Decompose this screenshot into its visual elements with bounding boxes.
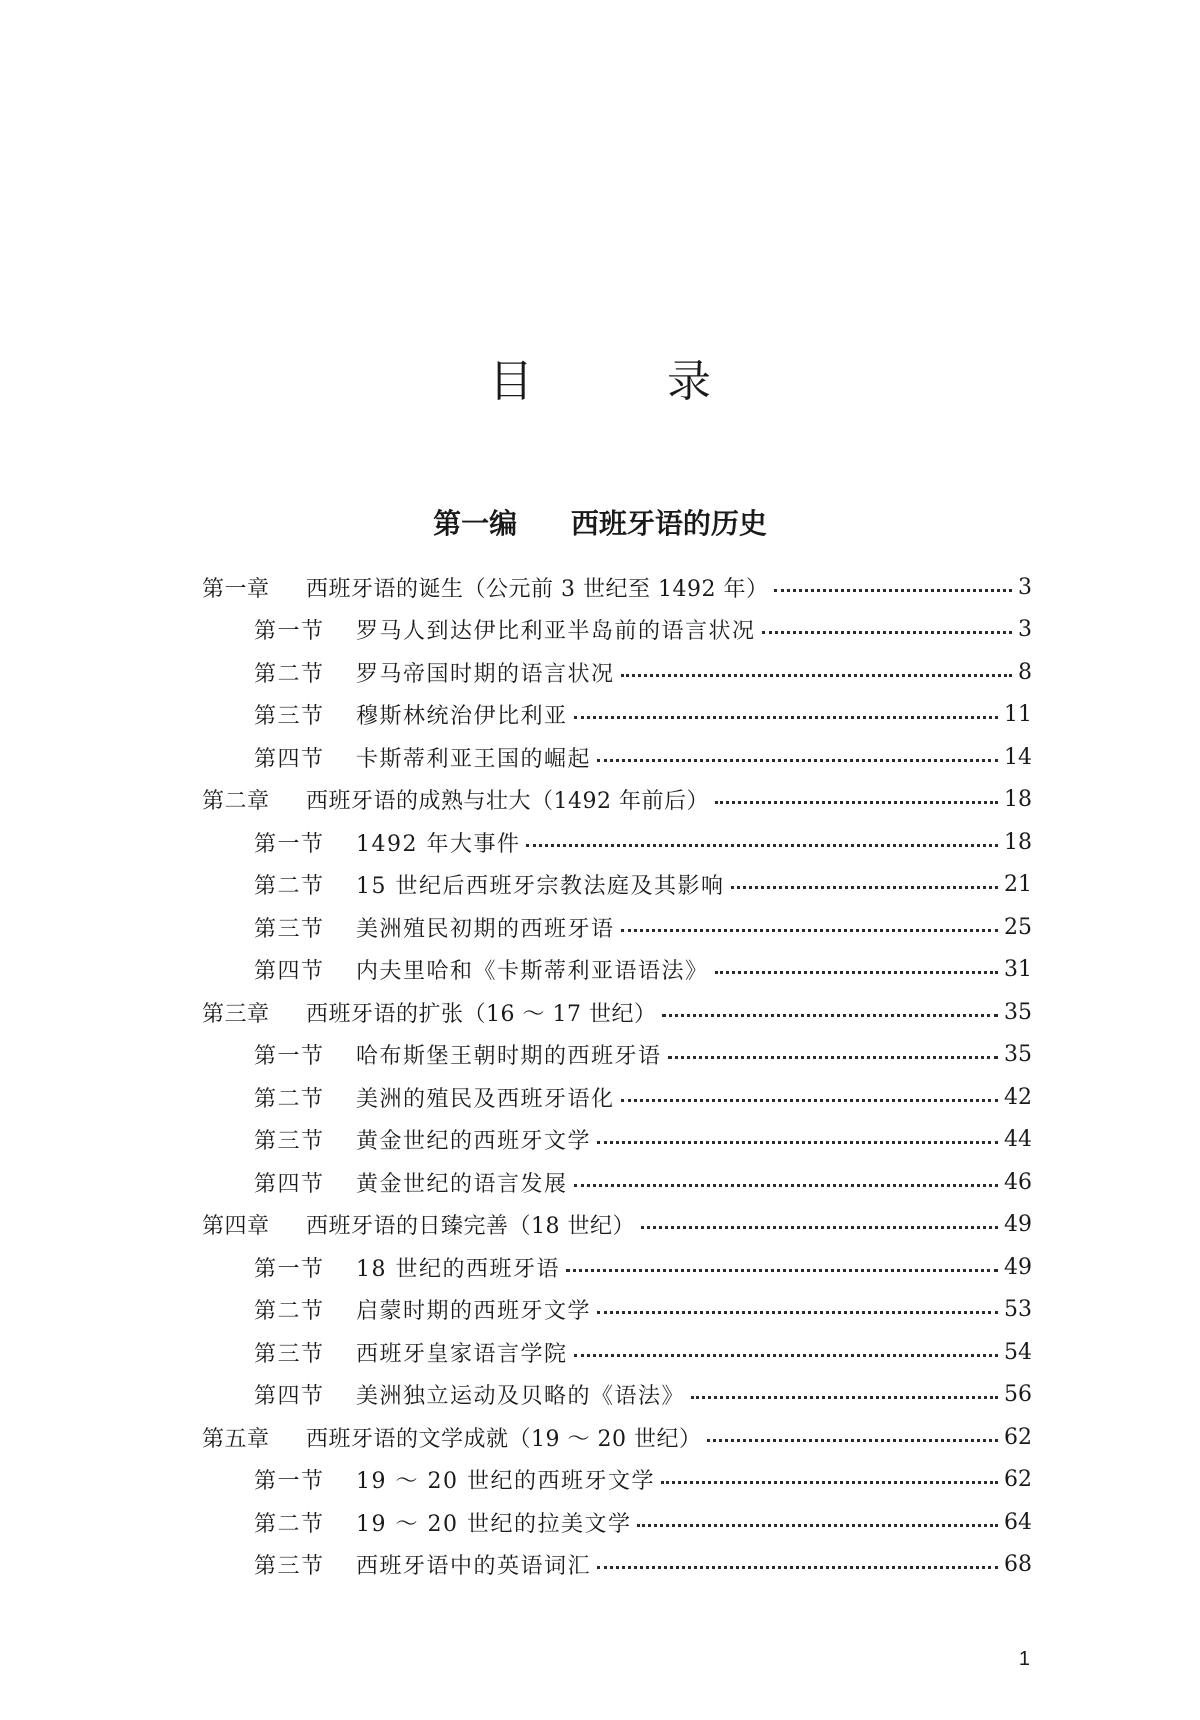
part-number: 第一编 (433, 507, 518, 540)
dot-leader (566, 1269, 998, 1272)
toc-page-number: 18 (1004, 829, 1032, 855)
page-title (0, 352, 1200, 412)
dot-leader (731, 886, 999, 889)
toc-title: 西班牙语的文学成就（19 ～ 20 世纪） (306, 1426, 702, 1452)
toc-number: 第二节 (254, 661, 325, 687)
toc-title: 罗马帝国时期的语言状况 (356, 661, 615, 687)
dot-leader (574, 716, 998, 719)
toc-section[interactable] (202, 906, 1032, 949)
toc-number: 第二节 (254, 1511, 325, 1537)
toc-title: 罗马人到达伊比利亚半岛前的语言状况 (356, 619, 756, 645)
toc-page-number: 54 (1004, 1339, 1032, 1365)
toc-section[interactable] (202, 864, 1032, 907)
toc-page-number: 31 (1004, 957, 1032, 983)
toc-number: 第一节 (254, 831, 325, 857)
page-title-char-2: 录 (667, 356, 711, 407)
toc-section[interactable] (202, 821, 1032, 864)
dot-leader (774, 589, 1012, 592)
dot-leader (574, 1184, 998, 1187)
toc-page-number: 25 (1004, 914, 1032, 940)
toc-title: 19 ～ 20 世纪的西班牙文学 (356, 1469, 655, 1495)
toc-chapter-2[interactable] (202, 779, 1032, 822)
toc-page-number: 62 (1004, 1467, 1032, 1493)
toc-number: 第一章 (202, 576, 270, 602)
toc-number: 第四节 (254, 959, 325, 985)
toc-section[interactable] (202, 1501, 1032, 1544)
toc-section[interactable] (202, 1161, 1032, 1204)
toc-section[interactable] (202, 1076, 1032, 1119)
toc-number: 第三章 (202, 1001, 270, 1027)
toc-page-number: 49 (1004, 1254, 1032, 1280)
toc-number: 第三节 (254, 916, 325, 942)
toc-section[interactable] (202, 694, 1032, 737)
dot-leader (662, 1014, 998, 1017)
toc-page-number: 3 (1018, 574, 1032, 600)
toc-title: 19 ～ 20 世纪的拉美文学 (356, 1511, 632, 1537)
toc-number: 第一节 (254, 1469, 325, 1495)
toc-section[interactable] (202, 1246, 1032, 1289)
toc-title: 18 世纪的西班牙语 (356, 1256, 560, 1282)
toc-page-number: 64 (1004, 1509, 1032, 1535)
dot-leader (637, 1524, 998, 1527)
toc-number: 第四节 (254, 1384, 325, 1410)
toc-title: 穆斯林统治伊比利亚 (356, 704, 568, 730)
toc-section[interactable] (202, 949, 1032, 992)
dot-leader (597, 1311, 998, 1314)
toc-title: 西班牙皇家语言学院 (356, 1341, 568, 1367)
toc-title: 启蒙时期的西班牙文学 (356, 1299, 592, 1325)
part-heading (0, 504, 1200, 544)
part-title: 西班牙语的历史 (570, 507, 767, 540)
toc-title: 西班牙语的成熟与壮大（1492 年前后） (306, 789, 709, 815)
toc-page-number: 44 (1004, 1127, 1032, 1153)
toc-number: 第四节 (254, 1171, 325, 1197)
toc-title: 黄金世纪的西班牙文学 (356, 1129, 592, 1155)
toc-title: 美洲殖民初期的西班牙语 (356, 916, 615, 942)
toc-page-number: 46 (1004, 1169, 1032, 1195)
toc-chapter-1[interactable] (202, 566, 1032, 609)
toc-page-number: 8 (1018, 659, 1032, 685)
toc-section[interactable] (202, 651, 1032, 694)
dot-leader (526, 844, 998, 847)
toc-chapter-5[interactable] (202, 1416, 1032, 1459)
toc-section[interactable] (202, 1459, 1032, 1502)
toc-number: 第一节 (254, 619, 325, 645)
toc-number: 第二节 (254, 1299, 325, 1325)
toc-title: 西班牙语的日臻完善（18 世纪） (306, 1214, 635, 1240)
dot-leader (691, 1396, 998, 1399)
dot-leader (574, 1354, 998, 1357)
toc-page-number: 35 (1004, 1042, 1032, 1068)
toc-title: 1492 年大事件 (356, 831, 521, 857)
toc-list (202, 566, 1032, 1586)
toc-number: 第三节 (254, 1129, 325, 1155)
toc-page-number: 35 (1004, 999, 1032, 1025)
toc-number: 第二节 (254, 874, 325, 900)
toc-section[interactable] (202, 609, 1032, 652)
toc-number: 第五章 (202, 1426, 270, 1452)
toc-page-number: 68 (1004, 1552, 1032, 1578)
toc-title: 内夫里哈和《卡斯蒂利亚语语法》 (356, 959, 709, 985)
dot-leader (597, 759, 998, 762)
toc-chapter-4[interactable] (202, 1204, 1032, 1247)
toc-title: 卡斯蒂利亚王国的崛起 (356, 746, 592, 772)
toc-page-number: 62 (1004, 1424, 1032, 1450)
toc-title: 西班牙语的诞生（公元前 3 世纪至 1492 年） (306, 576, 769, 602)
toc-section[interactable] (202, 1289, 1032, 1332)
page-title-char-1: 目 (489, 356, 533, 407)
toc-page-number: 21 (1004, 872, 1032, 898)
dot-leader (621, 674, 1012, 677)
toc-title: 美洲独立运动及贝略的《语法》 (356, 1384, 686, 1410)
dot-leader (715, 801, 998, 804)
dot-leader (707, 1439, 998, 1442)
toc-title: 哈布斯堡王朝时期的西班牙语 (356, 1044, 662, 1070)
toc-page-number: 11 (1004, 702, 1032, 728)
toc-chapter-3[interactable] (202, 991, 1032, 1034)
toc-title: 黄金世纪的语言发展 (356, 1171, 568, 1197)
toc-section[interactable] (202, 1119, 1032, 1162)
toc-title: 15 世纪后西班牙宗教法庭及其影响 (356, 874, 725, 900)
dot-leader (641, 1226, 998, 1229)
toc-page-number: 56 (1004, 1382, 1032, 1408)
toc-page-number: 53 (1004, 1297, 1032, 1323)
toc-section[interactable] (202, 1544, 1032, 1587)
dot-leader (597, 1566, 998, 1569)
toc-section[interactable] (202, 736, 1032, 779)
toc-page-number: 18 (1004, 787, 1032, 813)
toc-page-number: 42 (1004, 1084, 1032, 1110)
toc-section[interactable] (202, 1331, 1032, 1374)
toc-number: 第三节 (254, 704, 325, 730)
toc-page-number: 14 (1004, 744, 1032, 770)
toc-title: 西班牙语中的英语词汇 (356, 1554, 592, 1580)
toc-number: 第二章 (202, 789, 270, 815)
toc-number: 第三节 (254, 1554, 325, 1580)
toc-number: 第三节 (254, 1341, 325, 1367)
toc-number: 第一节 (254, 1256, 325, 1282)
dot-leader (621, 929, 998, 932)
dot-leader (762, 631, 1012, 634)
dot-leader (715, 971, 998, 974)
toc-page-number: 49 (1004, 1212, 1032, 1238)
toc-title: 西班牙语的扩张（16 ～ 17 世纪） (306, 1001, 657, 1027)
dot-leader (661, 1481, 998, 1484)
dot-leader (668, 1056, 998, 1059)
dot-leader (621, 1099, 998, 1102)
page-folio: 1 (1018, 1648, 1030, 1670)
toc-number: 第四节 (254, 746, 325, 772)
toc-page-number: 3 (1018, 617, 1032, 643)
toc-title: 美洲的殖民及西班牙语化 (356, 1086, 615, 1112)
toc-section[interactable] (202, 1374, 1032, 1417)
toc-number: 第二节 (254, 1086, 325, 1112)
toc-number: 第四章 (202, 1214, 270, 1240)
toc-section[interactable] (202, 1034, 1032, 1077)
toc-number: 第一节 (254, 1044, 325, 1070)
dot-leader (597, 1141, 998, 1144)
